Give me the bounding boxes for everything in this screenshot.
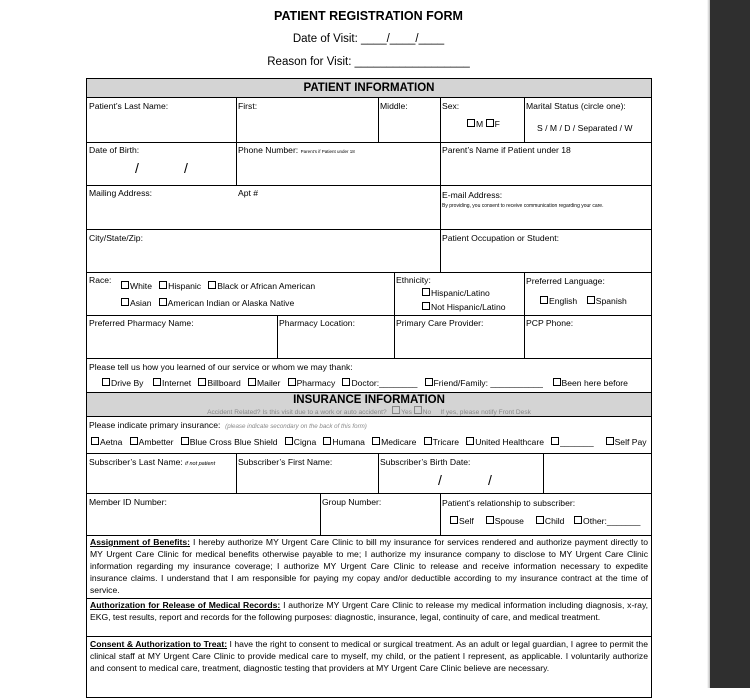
accident-yes-checkbox[interactable] (392, 406, 400, 414)
accident-yes-label: Yes (401, 409, 412, 416)
rel-spouse-checkbox[interactable] (486, 516, 494, 524)
phone-field[interactable] (238, 145, 355, 155)
ref-pharmacy-checkbox[interactable] (288, 378, 296, 386)
ins-humana-checkbox[interactable] (323, 437, 331, 445)
reason-for-visit-field[interactable]: Reason for Visit: __________________ (267, 56, 470, 68)
ref-internet-label: Internet (162, 378, 192, 388)
ins-tricare-label: Tricare (432, 437, 460, 447)
release-title: Authorization for Release of Medical Records: (90, 600, 281, 610)
accident-question: Accident Related? Is this visit due to a work or auto accident? (207, 409, 387, 416)
ref-internet-checkbox[interactable] (153, 378, 161, 386)
subscriber-last-name-label: Subscriber’s Last Name: (89, 457, 183, 467)
rel-child-label: Child (544, 516, 565, 526)
first-name-field[interactable]: First: (238, 101, 258, 111)
ethnicity-hispanic-label: Hispanic/Latino (431, 288, 490, 298)
relationship-options (450, 516, 640, 526)
primary-insurance-row (89, 420, 367, 430)
ref-before-checkbox[interactable] (553, 378, 561, 386)
ref-friend-label: Friend/Family: ___________ (433, 378, 543, 388)
middle-name-field[interactable]: Middle: (380, 101, 408, 111)
last-name-field[interactable]: Patient’s Last Name: (89, 101, 169, 111)
rel-other-checkbox[interactable] (574, 516, 582, 524)
lang-english-label: English (549, 296, 578, 306)
race-hispanic-label: Hispanic (168, 281, 202, 291)
ref-before-label: Been here before (561, 378, 628, 388)
ins-ambetter-checkbox[interactable] (130, 437, 138, 445)
ref-billboard-checkbox[interactable] (198, 378, 206, 386)
dob-separator-2: / (184, 160, 188, 176)
apt-field[interactable]: Apt # (238, 188, 259, 198)
race-hispanic-checkbox[interactable] (159, 281, 167, 289)
ins-bcbs-label: Blue Cross Blue Shield (189, 437, 278, 447)
consent-title: Consent & Authorization to Treat: (90, 639, 228, 649)
subscriber-first-name-field[interactable]: Subscriber’s First Name: (238, 457, 333, 467)
ins-cigna-checkbox[interactable] (285, 437, 293, 445)
group-number-field[interactable]: Group Number: (322, 497, 382, 507)
relationship-label: Patient’s relationship to subscriber: (442, 498, 576, 508)
lang-spanish-checkbox[interactable] (587, 296, 595, 304)
ins-bcbs-checkbox[interactable] (181, 437, 189, 445)
occupation-field[interactable]: Patient Occupation or Student: (442, 233, 560, 243)
marital-status-label: Marital Status (circle one): (526, 101, 626, 111)
ethnicity-not-label: Not Hispanic/Latino (431, 302, 506, 312)
accident-row (87, 406, 651, 417)
ref-drive-checkbox[interactable] (102, 378, 110, 386)
registration-table (86, 78, 652, 698)
race-asian-checkbox[interactable] (121, 298, 129, 306)
date-of-visit-field[interactable]: Date of Visit: ____/____/____ (292, 33, 445, 45)
sub-dob-separator-2: / (488, 472, 492, 488)
race-asian-label: Asian (130, 298, 152, 308)
referral-question: Please tell us how you learned of our service or whom we may thank: (89, 362, 353, 372)
ref-friend-checkbox[interactable] (425, 378, 433, 386)
language-options (540, 296, 627, 306)
race-native-checkbox[interactable] (159, 298, 167, 306)
race-native-label: American Indian or Alaska Native (167, 298, 295, 308)
member-id-field[interactable]: Member ID Number: (89, 497, 167, 507)
sex-f-checkbox[interactable] (486, 119, 494, 127)
parent-name-field[interactable]: Parent’s Name if Patient under 18 (442, 145, 571, 155)
pharmacy-location-field[interactable]: Pharmacy Location: (279, 318, 355, 328)
subscriber-last-name-note: if not patient (185, 461, 216, 467)
ref-drive-label: Drive By (111, 378, 144, 388)
sex-options (467, 119, 500, 129)
ins-aetna-checkbox[interactable] (91, 437, 99, 445)
ins-cigna-label: Cigna (293, 437, 317, 447)
dob-field[interactable]: Date of Birth: (89, 145, 140, 155)
accident-no-label: No (422, 409, 432, 416)
primary-insurance-label: Please indicate primary insurance: (89, 420, 221, 430)
race-row-1 (121, 281, 315, 291)
ref-pharmacy-label: Pharmacy (296, 378, 336, 388)
ins-other-blank[interactable]: _______ (560, 437, 594, 447)
ins-united-checkbox[interactable] (466, 437, 474, 445)
ins-united-label: United Healthcare (475, 437, 544, 447)
lang-english-checkbox[interactable] (540, 296, 548, 304)
sex-m-label: M (476, 119, 484, 129)
sub-dob-separator-1: / (438, 472, 442, 488)
ethnicity-not-hispanic[interactable] (422, 302, 506, 312)
email-field[interactable]: E-mail Address: (442, 190, 503, 200)
insurance-options (91, 437, 647, 447)
patient-info-header: PATIENT INFORMATION (87, 79, 651, 98)
lang-spanish-label: Spanish (595, 296, 627, 306)
phone-label: Phone Number: (238, 145, 299, 155)
race-label: Race: (89, 275, 112, 285)
city-state-zip-field[interactable]: City/State/Zip: (89, 233, 143, 243)
ethnicity-not-checkbox[interactable] (422, 302, 430, 310)
referral-options (102, 378, 628, 388)
ref-doctor-label: Doctor:________ (351, 378, 418, 388)
rel-child-checkbox[interactable] (536, 516, 544, 524)
viewer-background (710, 0, 750, 688)
pharmacy-name-field[interactable]: Preferred Pharmacy Name: (89, 318, 194, 328)
ins-medicare-label: Medicare (381, 437, 417, 447)
email-consent-note: By providing, you consent to receive communication regarding your care. (442, 203, 604, 209)
ref-billboard-label: Billboard (207, 378, 241, 388)
ref-doctor-checkbox[interactable] (342, 378, 350, 386)
marital-options[interactable]: S / M / D / Separated / W (537, 123, 633, 133)
ethnicity-label: Ethnicity: (396, 275, 431, 285)
ins-ambetter-label: Ambetter (138, 437, 174, 447)
assignment-text: I hereby authorize MY Urgent Care Clinic to bill my insurance for services rendered and authorize payment directly to MY Urgent Care Clinic for medical benefits otherwise payable to me; I authorize my insurance company to disclose to MY Urgent Care Clinic information regarding my insurance coverage; I authorize MY Urgent Care Clinic to release and receive information necessary to expedite insurance claims. I understand that I am responsible for paying my copay and/or deductible according to my insurance contract at the time of service. (90, 537, 648, 595)
rel-spouse-label: Spouse (494, 516, 524, 526)
ins-aetna-label: Aetna (100, 437, 123, 447)
pcp-phone-field[interactable]: PCP Phone: (526, 318, 574, 328)
ins-selfpay-label: Self Pay (614, 437, 647, 447)
rel-self-label: Self (459, 516, 474, 526)
subscriber-dob-field[interactable]: Subscriber’s Birth Date: (380, 457, 471, 467)
phone-note: Parent’s if Patient under 18 (300, 149, 355, 154)
language-label: Preferred Language: (526, 276, 605, 286)
consent-text: I have the right to consent to medical or surgical treatment. As an adult or legal guardian, I agree to permit the clinical staff at MY Urgent Care Clinic to provide medical care to myself, my child, or the patient I represent, as applicable. I voluntarily authorize and consent to medical care, treatment, diagnostic testing that providers at MY Urgent Care Clinic believe are necessary. (90, 639, 648, 673)
ins-selfpay-checkbox[interactable] (606, 437, 614, 445)
race-black-label: Black or African American (217, 281, 316, 291)
race-row-2 (121, 298, 294, 308)
pcp-field[interactable]: Primary Care Provider: (396, 318, 484, 328)
race-white-label: White (130, 281, 152, 291)
form-title: PATIENT REGISTRATION FORM (274, 9, 463, 23)
dob-separator-1: / (135, 160, 139, 176)
ethnicity-hispanic[interactable] (422, 288, 490, 298)
ins-other-checkbox[interactable] (551, 437, 559, 445)
sex-m-checkbox[interactable] (467, 119, 475, 127)
release-text: I authorize MY Urgent Care Clinic to release my medical information including diagnosis, x-ray, EKG, test results, report and records for the following purposes: diagnostic, insurance, legal, continuity of care, and medical treatment. (90, 600, 648, 622)
insurance-header (87, 392, 651, 417)
mailing-address-field[interactable]: Mailing Address: (89, 188, 153, 198)
insurance-title: INSURANCE INFORMATION (293, 394, 445, 406)
primary-insurance-note: (please indicate secondary on the back of this form) (225, 423, 367, 430)
race-black-checkbox[interactable] (208, 281, 216, 289)
ins-medicare-checkbox[interactable] (372, 437, 380, 445)
accident-notify: If yes, please notify Front Desk (440, 409, 531, 416)
sex-label: Sex: (442, 101, 460, 111)
consent-to-treat (90, 638, 648, 674)
race-white-checkbox[interactable] (121, 281, 129, 289)
ref-mailer-label: Mailer (257, 378, 281, 388)
sex-f-label: F (494, 119, 500, 129)
ethnicity-hispanic-checkbox[interactable] (422, 288, 430, 296)
accident-no-checkbox[interactable] (414, 406, 422, 414)
ins-tricare-checkbox[interactable] (424, 437, 432, 445)
ins-humana-label: Humana (332, 437, 365, 447)
rel-other-label[interactable]: Other:_______ (583, 516, 641, 526)
assignment-title: Assignment of Benefits: (90, 537, 191, 547)
release-of-records (90, 599, 648, 623)
subscriber-last-name-field[interactable] (89, 457, 215, 467)
ref-mailer-checkbox[interactable] (248, 378, 256, 386)
assignment-of-benefits (90, 536, 648, 596)
rel-self-checkbox[interactable] (450, 516, 458, 524)
